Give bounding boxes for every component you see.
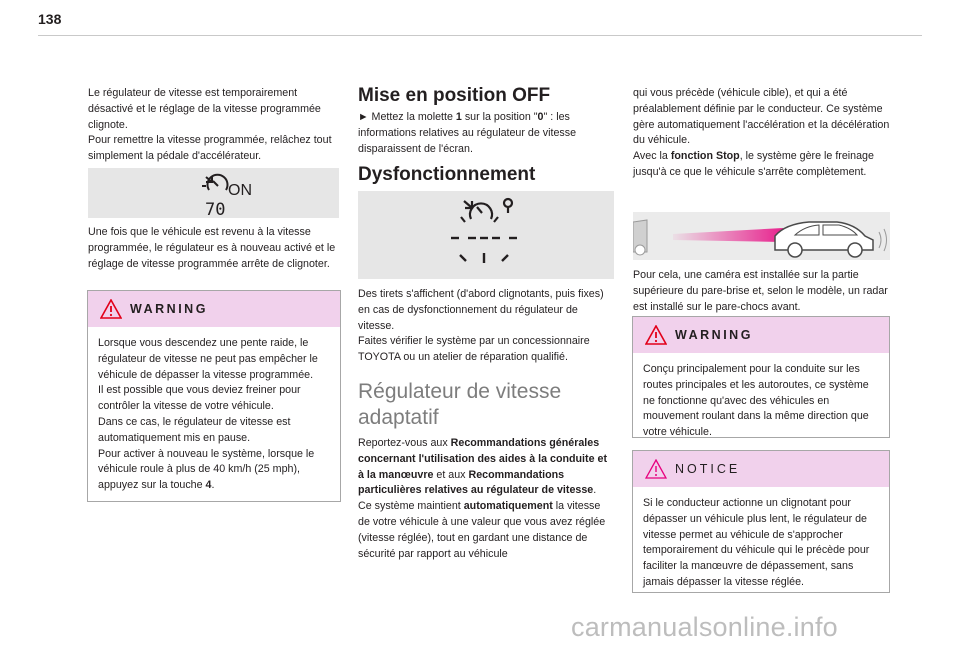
warning-box <box>87 290 341 502</box>
paragraph-adaptive: Reportez-vous aux Recommandations générales concernant l'utilisation des aides à la conduite et à la manœuvre et aux Recommandations particulières relatives au régulateur de vitesse. Ce système maintient automatiquement la vitesse de votre véhicule à une valeur que vous avez réglée (vitesse réglée), tout en gardant une distance de sécurité par rapport au véhicule <box>358 437 608 560</box>
heading-malfunction: Dysfonctionnement <box>358 164 536 185</box>
notice-title: NOTICE <box>675 462 741 476</box>
warning-box-2 <box>632 316 890 438</box>
paragraph-after-figure: Une fois que le véhicule est revenu à la vitesse programmée, le régulateur es à nouveau activé et le réglage de vitesse programmée arrête de clignoter. <box>88 226 336 270</box>
paragraph-intro: Le régulateur de vitesse est temporairement désactivé et le réglage de la vitesse programmée clignote. Pour remettre la vitesse programmée, relâchez tout simplement la pédale d'accélérateur. <box>88 87 332 163</box>
paragraph-camera: Pour cela, une caméra est installée sur la partie supérieure du pare-brise et, selon le modèle, un radar est installé sur le pare-chocs avant. <box>633 269 888 313</box>
warning-title-2: WARNING <box>675 328 753 342</box>
radar-figure <box>633 212 890 260</box>
notice-text: Si le conducteur actionne un clignotant pour dépasser un véhicule plus lent, le régulateur de vitesse permet au véhicule de s'approcher temporairement du véhicule qui le précède pour faciliter la manœuvre de dépassement, sans jamais dépasser la vitesse réglée. <box>643 497 870 588</box>
header-rule <box>38 35 922 36</box>
paragraph-off: ► Mettez la molette 1 sur la position "0" : les informations relatives au régulateur de vitesse disparaissent de l'écran. <box>358 111 577 155</box>
speed-label: 70 <box>205 200 226 218</box>
page-number: 138 <box>38 11 62 27</box>
malfunction-icon <box>358 191 614 279</box>
on-label: ON <box>228 182 252 199</box>
paragraph-continued: qui vous précède (véhicule cible), et qui a été préalablement définie par le conducteur. Ce système gère automatiquement l'accélération et la décélération du véhicule. Avec la fonction Stop, le système gère le freinage jusqu'à ce que le véhicule s'arrête complètement. <box>633 87 890 178</box>
warning-header <box>88 291 340 327</box>
notice-box <box>632 450 890 593</box>
warning-title: WARNING <box>130 302 208 316</box>
malfunction-figure <box>358 191 614 279</box>
heading-off: Mise en position OFF <box>358 85 551 106</box>
warning-icon <box>100 299 122 319</box>
warning-icon <box>645 325 667 345</box>
car-radar-illustration <box>633 212 890 260</box>
warning-text: Lorsque vous descendez une pente raide, le régulateur de vitesse ne peut pas empêcher le véhicule de dépasser la vitesse programmée. Il est possible que vous deviez freiner pour contrôler la vitesse de votre véhicule. Dans ce cas, le régulateur de vitesse est automatiquement mis en pause. Pour activer à nouveau le système, lorsque le véhicule roule à plus de 40 km/h (25 mph), appuyez sur la touche 4. <box>98 337 318 492</box>
cruise-on-figure <box>88 168 339 218</box>
paragraph-malfunction: Des tirets s'affichent (d'abord clignotants, puis fixes) en cas de dysfonctionnement du régulateur de vitesse. Faites vérifier le système par un concessionnaire TOYOTA ou un atelier de réparation qualifié. <box>358 288 604 364</box>
cruise-control-icon <box>88 168 339 218</box>
warning-header-2 <box>633 317 889 353</box>
warning-text-2: Conçu principalement pour la conduite sur les routes principales et les autoroutes, ce système ne fonctionne qu'avec des véhicules en mouvement roulant dans la même direction que votre véhicule. <box>643 363 869 439</box>
notice-icon <box>645 459 667 479</box>
notice-header <box>633 451 889 487</box>
watermark: carmanualsonline.info <box>571 612 838 642</box>
heading-adaptive: Régulateur de vitesse adaptatif <box>358 380 562 429</box>
